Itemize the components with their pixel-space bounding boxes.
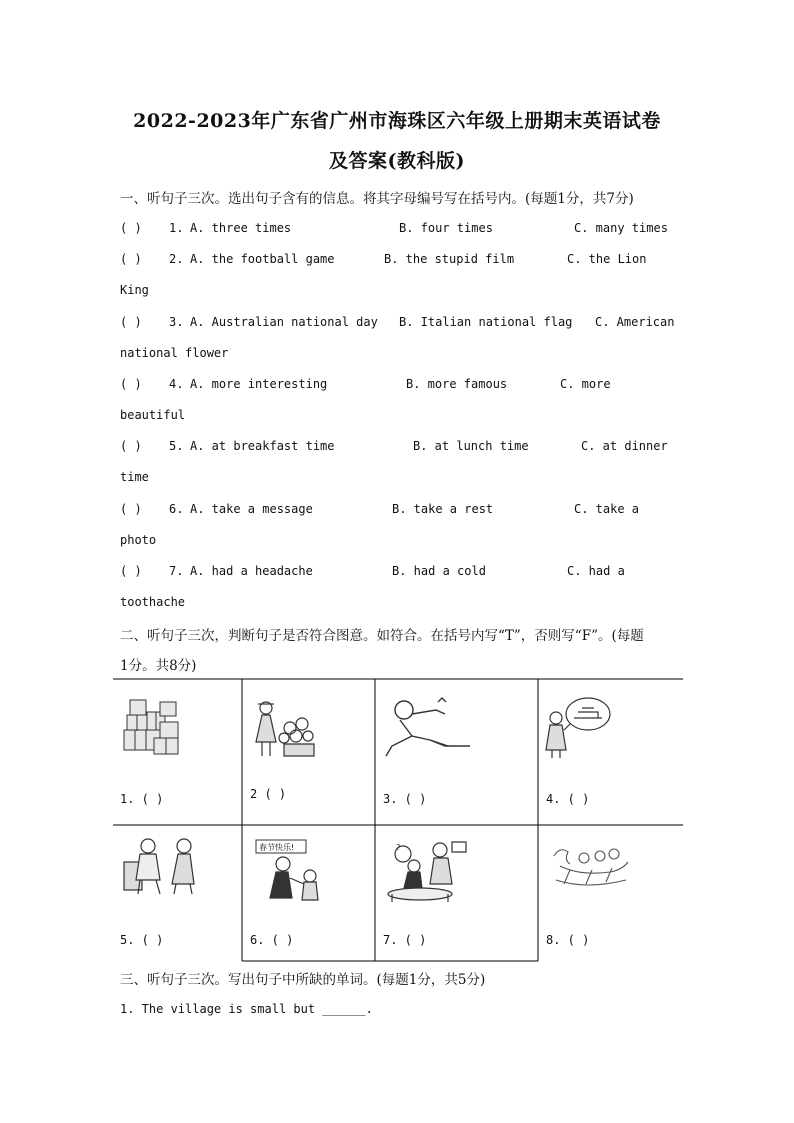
option-b: B. had a cold [392, 564, 486, 578]
page-title-line2: 及答案(教科版) [329, 150, 465, 172]
picture-grid [0, 670, 794, 970]
option-a: A. more interesting [190, 377, 328, 391]
picture-7-answer[interactable]: 7. ( ) [383, 933, 427, 947]
option-c-continued: photo [120, 533, 157, 547]
picture-5-answer[interactable]: 5. ( ) [120, 933, 164, 947]
option-a: A. had a headache [190, 564, 313, 578]
answer-paren[interactable]: ( ) [120, 564, 142, 578]
dragon-boat-picture [554, 849, 628, 885]
option-b: B. Italian national flag [399, 315, 573, 329]
spring-festival-greeting-picture [256, 840, 318, 900]
option-c: C. the Lion [567, 252, 647, 266]
section3-question-1[interactable]: 1. The village is small but ______. [120, 1002, 373, 1016]
option-b: B. at lunch time [413, 439, 529, 453]
answer-paren[interactable]: ( ) [120, 439, 142, 453]
option-b: B. the stupid film [384, 252, 515, 266]
question-number: 3. [169, 315, 184, 329]
option-b: B. more famous [406, 377, 508, 391]
dancing-person-picture [386, 698, 470, 756]
picture-8-answer[interactable]: 8. ( ) [546, 933, 590, 947]
restaurant-scene-picture [388, 842, 466, 902]
answer-paren[interactable]: ( ) [120, 377, 142, 391]
page-title-line1: 2022-2023年广东省广州市海珠区六年级上册期末英语试卷 [133, 110, 661, 132]
option-a: A. at breakfast time [190, 439, 335, 453]
question-number: 6. [169, 502, 184, 516]
question-number: 2. [169, 252, 184, 266]
picture-2-answer[interactable]: 2 ( ) [250, 787, 287, 801]
option-c-continued: national flower [120, 346, 229, 360]
question-number: 5. [169, 439, 184, 453]
picture-6-answer[interactable]: 6. ( ) [250, 933, 294, 947]
option-a: A. three times [190, 221, 292, 235]
picture-4-answer[interactable]: 4. ( ) [546, 792, 590, 806]
option-b: B. four times [399, 221, 493, 235]
doctor-patient-picture [124, 839, 194, 894]
option-c-continued: time [120, 470, 149, 484]
picture-3-answer[interactable]: 3. ( ) [383, 792, 427, 806]
option-c: C. American [595, 315, 675, 329]
option-c-continued: King [120, 283, 149, 297]
answer-paren[interactable]: ( ) [120, 252, 142, 266]
spring-festival-sign-text: 春节快乐! [259, 843, 295, 852]
option-c-continued: beautiful [120, 408, 186, 422]
answer-paren[interactable]: ( ) [120, 221, 142, 235]
question-number: 7. [169, 564, 184, 578]
gift-boxes-picture [124, 700, 178, 754]
section1-heading: 一、听句子三次。选出句子含有的信息。将其字母编号写在括号内。(每题1分，共7分) [120, 191, 634, 207]
answer-paren[interactable]: ( ) [120, 315, 142, 329]
option-a: A. take a message [190, 502, 313, 516]
section3-heading: 三、听句子三次。写出句子中所缺的单词。(每题1分，共5分) [120, 972, 486, 988]
option-c: C. had a [567, 564, 625, 578]
flower-seller-picture [256, 702, 314, 756]
option-c: C. at dinner [581, 439, 668, 453]
question-number: 1. [169, 221, 184, 235]
option-a: A. Australian national day [190, 315, 378, 329]
option-c: C. many times [574, 221, 668, 235]
option-b: B. take a rest [392, 502, 494, 516]
answer-paren[interactable]: ( ) [120, 502, 142, 516]
option-c: C. take a [574, 502, 640, 516]
option-c: C. more [560, 377, 611, 391]
option-c-continued: toothache [120, 595, 186, 609]
section2-heading-line1: 二、听句子三次，判断句子是否符合图意。如符合。在括号内写“T”，否则写“F”。(每题 [120, 628, 644, 644]
question-number: 4. [169, 377, 184, 391]
option-a: A. the football game [190, 252, 335, 266]
section2-heading-line2: 1分。共8分) [120, 658, 197, 674]
svg-text:?: ? [396, 843, 401, 852]
tiananmen-tourist-picture [546, 698, 610, 758]
picture-1-answer[interactable]: 1. ( ) [120, 792, 164, 806]
